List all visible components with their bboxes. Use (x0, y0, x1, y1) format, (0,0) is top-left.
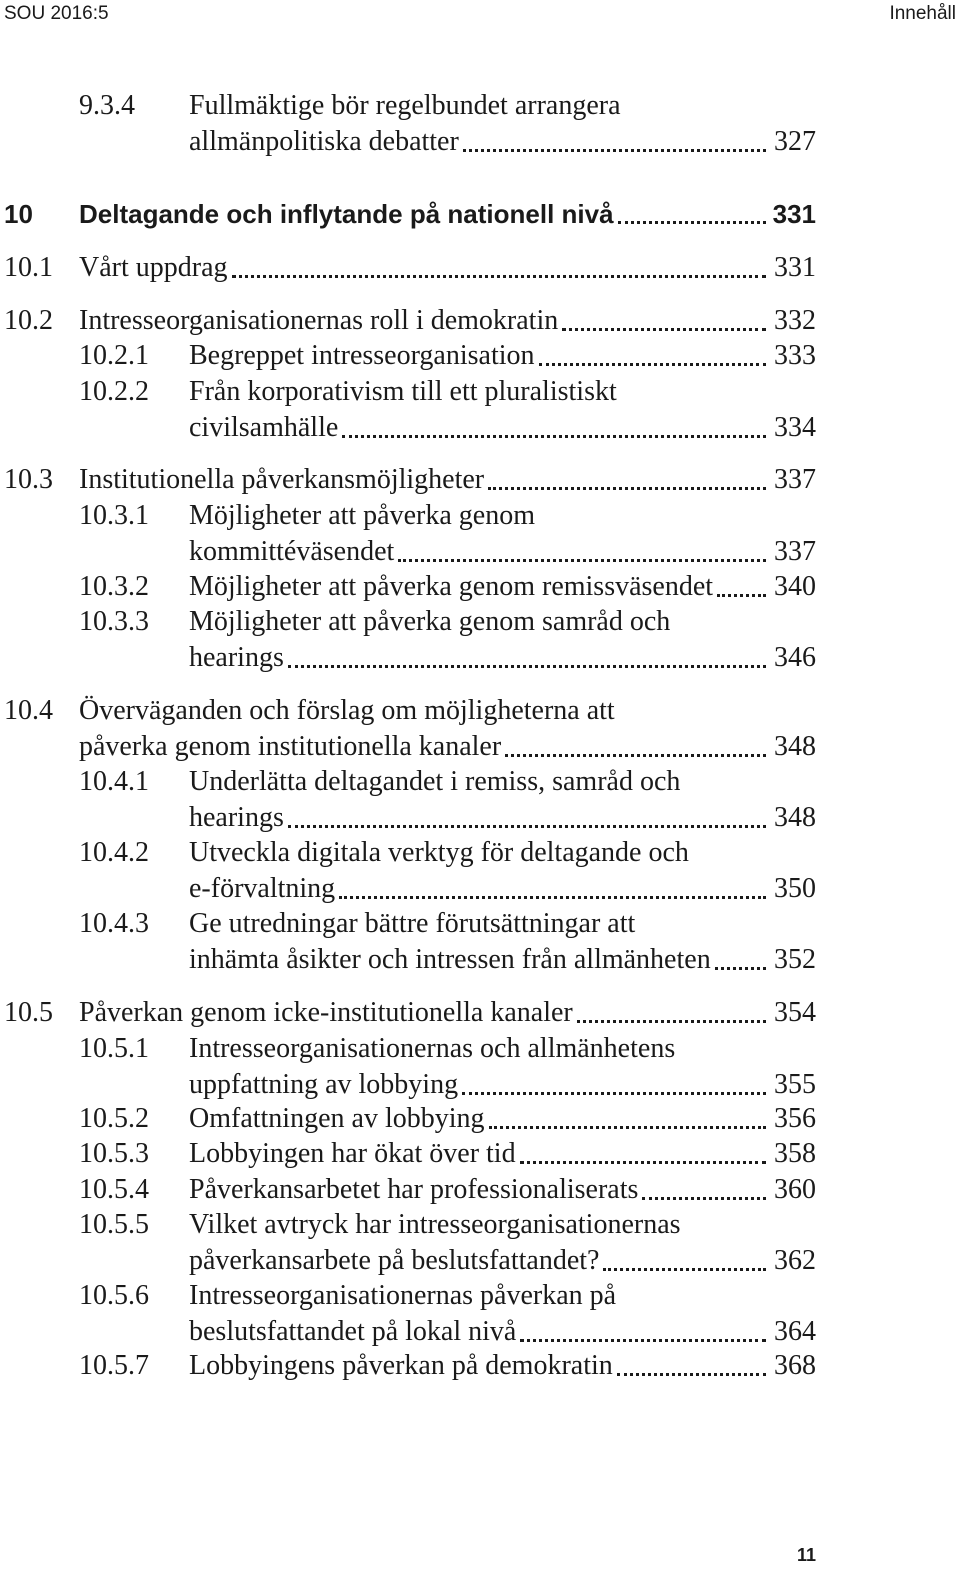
entry-title-line[interactable]: civilsamhälle (189, 411, 339, 443)
entry-title-line[interactable]: Intresseorganisationernas påverkan på (189, 1280, 617, 1311)
dot-leader (505, 729, 766, 765)
dot-leader (462, 1067, 766, 1103)
page-reference[interactable]: 331 (772, 199, 816, 229)
entry-title-line[interactable]: Deltagande och inflytande på nationell nivå (79, 199, 614, 229)
page-reference[interactable]: 362 (774, 1244, 816, 1276)
entry-title-line[interactable]: Lobbyingens påverkan på demokratin (189, 1350, 613, 1381)
dot-leader (715, 942, 766, 978)
section-number: 10.4.1 (79, 766, 149, 797)
entry-title-line[interactable]: Lobbyingen har ökat över tid (189, 1138, 516, 1169)
section-number: 10.3 (4, 464, 53, 495)
page-reference[interactable]: 356 (774, 1103, 816, 1134)
dot-leader (617, 1348, 766, 1384)
section-number: 10.5.3 (79, 1138, 149, 1169)
entry-title-line[interactable]: Vårt uppdrag (79, 252, 228, 283)
section-number: 10.3.1 (79, 500, 149, 531)
dot-leader (577, 995, 766, 1031)
entry-title-line[interactable]: uppfattning av lobbying (189, 1068, 459, 1100)
page-reference[interactable]: 332 (774, 305, 816, 336)
dot-leader (339, 871, 766, 907)
page-reference[interactable]: 350 (774, 872, 816, 904)
section-number: 10.4.2 (79, 837, 149, 868)
dot-leader (717, 569, 766, 605)
entry-title-line[interactable]: Ge utredningar bättre förutsättningar att (189, 908, 636, 939)
entry-title-line[interactable]: hearings (189, 641, 284, 673)
dot-leader (232, 250, 766, 286)
section-number: 10.3.3 (79, 606, 149, 637)
page-reference[interactable]: 355 (774, 1068, 816, 1100)
section-number: 10.2 (4, 305, 53, 336)
section-number: 10.3.2 (79, 571, 149, 602)
section-number: 10.5.7 (79, 1350, 149, 1381)
page-reference[interactable]: 334 (774, 411, 816, 443)
section-number: 10.2.2 (79, 376, 149, 407)
section-number: 10.4 (4, 695, 53, 726)
page-reference[interactable]: 358 (774, 1138, 816, 1169)
dot-leader (520, 1136, 766, 1172)
page-reference[interactable]: 352 (774, 943, 816, 975)
section-title: Innehåll (889, 3, 956, 24)
section-number: 10.1 (4, 252, 53, 283)
dot-leader (603, 1243, 766, 1279)
page-reference[interactable]: 337 (774, 535, 816, 567)
entry-title-line[interactable]: Begreppet intresseorganisation (189, 340, 535, 371)
page-reference[interactable]: 337 (774, 464, 816, 495)
document-id: SOU 2016:5 (4, 3, 109, 24)
entry-title-line[interactable]: Påverkansarbetet har professionaliserats (189, 1174, 639, 1205)
page-reference[interactable]: 348 (774, 801, 816, 833)
section-number: 10.5.2 (79, 1103, 149, 1134)
dot-leader (618, 196, 766, 232)
section-number: 10.5.1 (79, 1033, 149, 1064)
dot-leader (489, 1101, 766, 1137)
dot-leader (562, 303, 766, 339)
page-reference[interactable]: 364 (774, 1315, 816, 1347)
entry-title-line[interactable]: Institutionella påverkansmöjligheter (79, 464, 485, 495)
section-number: 10.5.4 (79, 1174, 149, 1205)
entry-title-line[interactable]: inhämta åsikter och intressen från allmänheten (189, 943, 711, 975)
entry-title-line[interactable]: påverkansarbete på beslutsfattandet? (189, 1244, 600, 1276)
dot-leader (520, 1314, 766, 1350)
page-number: 11 (796, 1545, 816, 1565)
entry-title-line[interactable]: Intresseorganisationernas roll i demokratin (79, 305, 559, 336)
page-reference[interactable]: 368 (774, 1350, 816, 1381)
section-number: 10.4.3 (79, 908, 149, 939)
dot-leader (642, 1172, 766, 1208)
dot-leader (288, 800, 766, 836)
entry-title-line[interactable]: Omfattningen av lobbying (189, 1103, 485, 1134)
entry-title-line[interactable]: Från korporativism till ett pluralistiskt (189, 376, 617, 407)
dot-leader (488, 462, 766, 498)
page-reference[interactable]: 333 (774, 340, 816, 371)
running-header (0, 0, 960, 30)
dot-leader (288, 640, 766, 676)
dot-leader (463, 124, 766, 160)
page-reference[interactable]: 327 (774, 125, 816, 157)
entry-title-line[interactable]: Vilket avtryck har intresseorganisationernas (189, 1209, 681, 1240)
page-reference[interactable]: 348 (774, 730, 816, 762)
entry-title-line[interactable]: kommittéväsendet (189, 535, 395, 567)
entry-title-line[interactable]: Överväganden och förslag om möjligheterna att (79, 695, 615, 726)
entry-title-line[interactable]: hearings (189, 801, 284, 833)
entry-title-line[interactable]: Underlätta deltagandet i remiss, samråd och (189, 766, 681, 797)
entry-title-line[interactable]: Intresseorganisationernas och allmänhetens (189, 1033, 676, 1064)
section-number: 10.5 (4, 997, 53, 1028)
entry-title-line[interactable]: Utveckla digitala verktyg för deltagande och (189, 837, 689, 868)
entry-title-line[interactable]: Möjligheter att påverka genom remissväsendet (189, 571, 714, 602)
page-reference[interactable]: 331 (774, 252, 816, 283)
entry-title-line[interactable]: e-förvaltning (189, 872, 336, 904)
section-number: 9.3.4 (79, 90, 135, 121)
entry-title-line[interactable]: allmänpolitiska debatter (189, 125, 459, 157)
section-number: 10.5.5 (79, 1209, 149, 1240)
page-reference[interactable]: 346 (774, 641, 816, 673)
dot-leader (539, 338, 766, 374)
section-number: 10.2.1 (79, 340, 149, 371)
entry-title-line[interactable]: Möjligheter att påverka genom (189, 500, 535, 531)
entry-title-line[interactable]: beslutsfattandet på lokal nivå (189, 1315, 517, 1347)
section-number: 10.5.6 (79, 1280, 149, 1311)
entry-title-line[interactable]: Möjligheter att påverka genom samråd och (189, 606, 671, 637)
dot-leader (398, 534, 766, 570)
entry-title-line[interactable]: påverka genom institutionella kanaler (79, 730, 502, 762)
page-reference[interactable]: 340 (774, 571, 816, 602)
page-reference[interactable]: 360 (774, 1174, 816, 1205)
entry-title-line[interactable]: Påverkan genom icke-institutionella kanaler (79, 997, 573, 1028)
section-number: 10 (4, 199, 33, 229)
page-reference[interactable]: 354 (774, 997, 816, 1028)
entry-title-line[interactable]: Fullmäktige bör regelbundet arrangera (189, 90, 621, 121)
dot-leader (342, 410, 766, 446)
